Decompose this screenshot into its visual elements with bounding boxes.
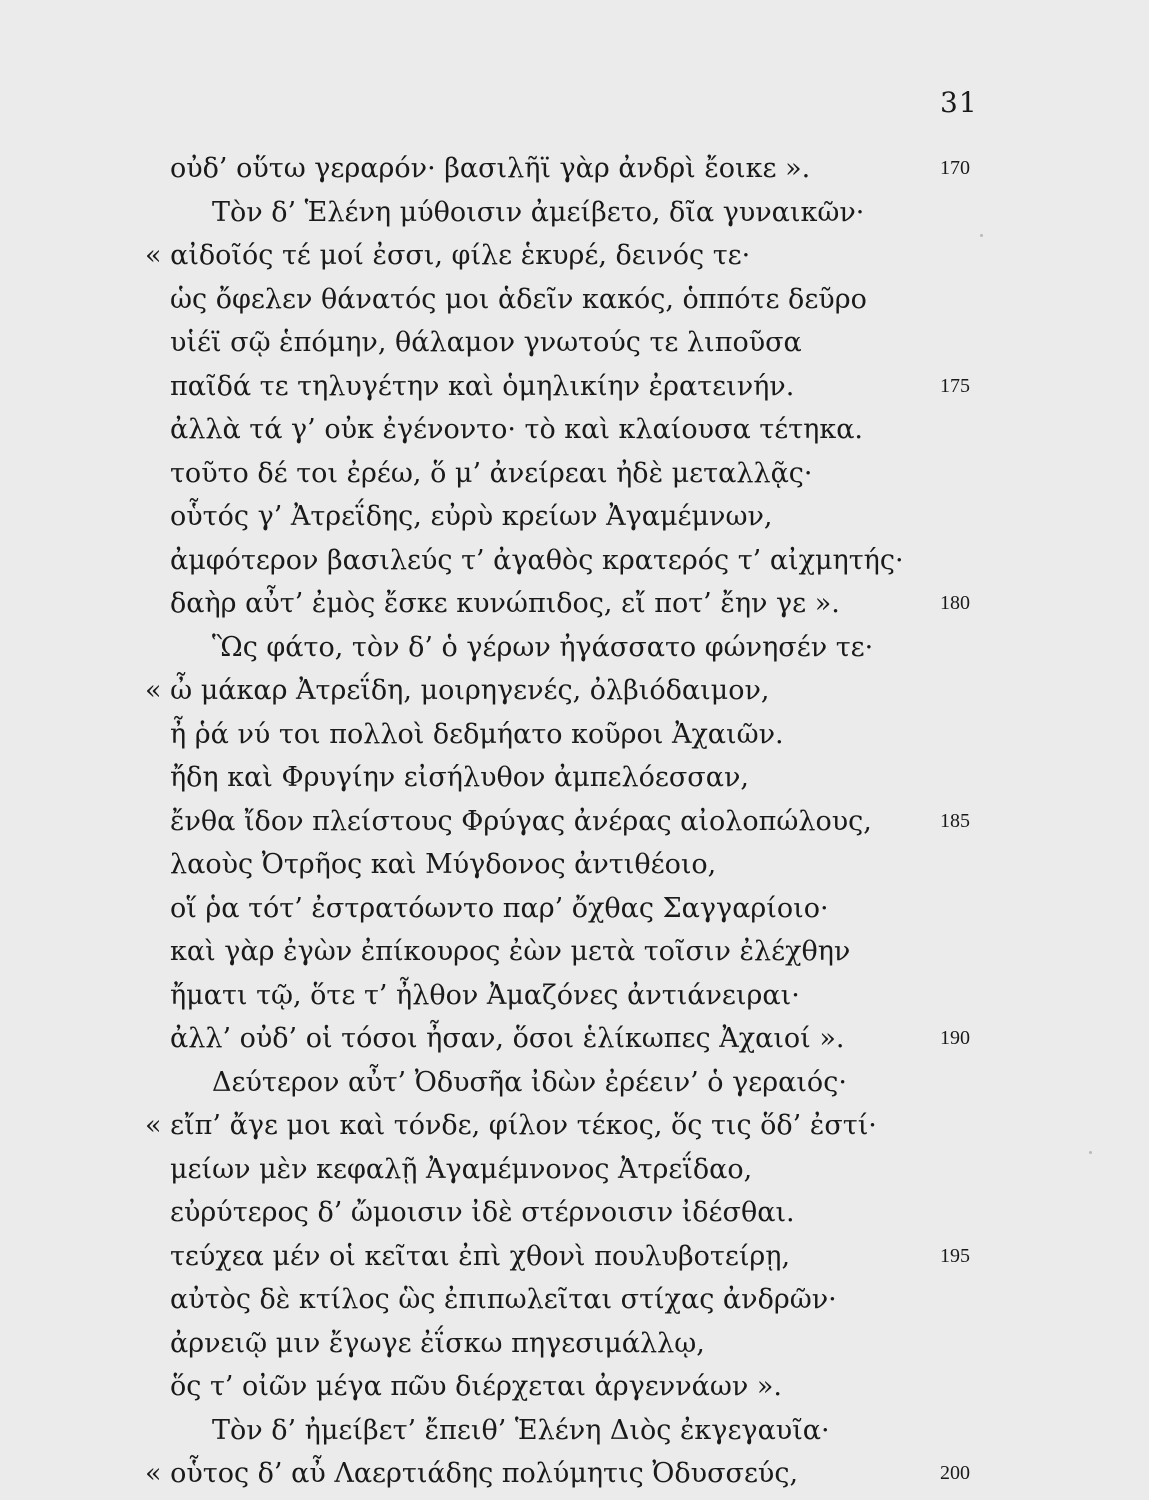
verse-line bbox=[0, 234, 1149, 278]
verse-text: ἤδη καὶ Φρυγίην εἰσήλυθον ἀμπελόεσσαν, bbox=[170, 762, 749, 793]
verse-text: τεύχεα μέν οἱ κεῖται ἐπὶ χθονὶ πουλυβοτείρῃ, bbox=[170, 1240, 791, 1272]
verse-text: « ὦ μάκαρ Ἀτρεΐδη, μοιρηγενές, ὀλβιόδαιμον, bbox=[145, 675, 770, 706]
verse-line bbox=[0, 539, 1149, 583]
line-number: 200 bbox=[940, 1462, 970, 1484]
page-number: 31 bbox=[940, 86, 978, 119]
verse-line bbox=[0, 1191, 1149, 1235]
verse-text: ἀλλ’ οὐδ’ οἱ τόσοι ἦσαν, ὅσοι ἑλίκωπες Ἀχαιοί ». bbox=[170, 1023, 845, 1054]
line-number: 175 bbox=[940, 374, 970, 397]
verse-line bbox=[0, 1104, 1149, 1148]
verse-line bbox=[0, 365, 1149, 409]
verse-text: τοῦτο δέ τοι ἐρέω, ὅ μ’ ἀνείρεαι ἠδὲ μεταλλᾷς· bbox=[170, 457, 813, 489]
verse-line bbox=[0, 582, 1149, 626]
verse-text: ὡς ὄφελεν θάνατός μοι ἁδεῖν κακός, ὁππότε δεῦρο bbox=[170, 283, 867, 315]
verse-line bbox=[0, 1365, 1149, 1409]
verse-line bbox=[0, 887, 1149, 931]
verse-line bbox=[0, 191, 1149, 235]
verse-text: Τὸν δ’ Ἑλένη μύθοισιν ἀμείβετο, δῖα γυναικῶν· bbox=[212, 196, 865, 228]
verse-line bbox=[0, 278, 1149, 322]
verse-line bbox=[0, 1235, 1149, 1279]
verse-line bbox=[0, 626, 1149, 670]
verse-text: μείων μὲν κεφαλῇ Ἀγαμέμνονος Ἀτρεΐδαο, bbox=[170, 1153, 753, 1185]
verse-text: ἀμφότερον βασιλεύς τ’ ἀγαθὸς κρατερός τ’ αἰχμητής· bbox=[170, 544, 904, 576]
verse-line bbox=[0, 1278, 1149, 1322]
verse-line bbox=[0, 321, 1149, 365]
verse-line bbox=[0, 1409, 1149, 1453]
verse-line bbox=[0, 1061, 1149, 1105]
verse-text: « αἰδοῖός τέ μοί ἐσσι, φίλε ἑκυρέ, δεινός τε· bbox=[145, 240, 751, 271]
verse-text: αὐτὸς δὲ κτίλος ὣς ἐπιπωλεῖται στίχας ἀνδρῶν· bbox=[170, 1284, 837, 1315]
verse-text: οὐδ’ οὕτω γεραρόν· βασιλῆϊ γὰρ ἀνδρὶ ἔοικε ». bbox=[170, 153, 811, 184]
paper-speck bbox=[1089, 1151, 1092, 1154]
verse-text: ἤματι τῷ, ὅτε τ’ ἦλθον Ἀμαζόνες ἀντιάνειραι· bbox=[170, 979, 800, 1011]
verse-line bbox=[0, 930, 1149, 974]
verse-line bbox=[0, 669, 1149, 713]
line-number: 185 bbox=[940, 809, 970, 832]
verse-text: εὐρύτερος δ’ ὤμοισιν ἰδὲ στέρνοισιν ἰδέσθαι. bbox=[170, 1197, 795, 1228]
verse-text: δαὴρ αὖτ’ ἐμὸς ἔσκε κυνώπιδος, εἴ ποτ’ ἔην γε ». bbox=[170, 588, 840, 619]
verse-line bbox=[0, 843, 1149, 887]
verse-text: οὗτός γ’ Ἀτρεΐδης, εὐρὺ κρείων Ἀγαμέμνων, bbox=[170, 501, 773, 532]
verse-text: Ὣς φάτο, τὸν δ’ ὁ γέρων ἠγάσσατο φώνησέν τε· bbox=[212, 631, 874, 663]
verse-line bbox=[0, 756, 1149, 800]
verse-text: υἱέϊ σῷ ἑπόμην, θάλαμον γνωτούς τε λιποῦσα bbox=[170, 327, 802, 358]
poem-text bbox=[0, 147, 1149, 1496]
verse-text: καὶ γὰρ ἐγὼν ἐπίκουρος ἐὼν μετὰ τοῖσιν ἐλέχθην bbox=[170, 936, 851, 967]
line-number: 180 bbox=[940, 592, 970, 614]
verse-text: οἵ ῥα τότ’ ἐστρατόωντο παρ’ ὄχθας Σαγγαρίοιο· bbox=[170, 892, 829, 924]
verse-text: ἀλλὰ τά γ’ οὐκ ἐγένοντο· τὸ καὶ κλαίουσα τέτηκα. bbox=[170, 414, 864, 445]
verse-text: « εἴπ’ ἄγε μοι καὶ τόνδε, φίλον τέκος, ὅς τις ὅδ’ ἐστί· bbox=[145, 1110, 877, 1141]
verse-line bbox=[0, 495, 1149, 539]
verse-line bbox=[0, 452, 1149, 496]
verse-line bbox=[0, 1322, 1149, 1366]
paper-speck bbox=[980, 234, 983, 237]
line-number: 170 bbox=[940, 157, 970, 179]
verse-text: ἀρνειῷ μιν ἔγωγε ἐΐσκω πηγεσιμάλλῳ, bbox=[170, 1327, 705, 1359]
verse-line bbox=[0, 800, 1149, 844]
line-number: 190 bbox=[940, 1027, 970, 1049]
verse-line bbox=[0, 1017, 1149, 1061]
verse-line bbox=[0, 1148, 1149, 1192]
verse-text: ὅς τ’ οἰῶν μέγα πῶυ διέρχεται ἀργεννάων ». bbox=[170, 1371, 782, 1402]
verse-text: Δεύτερον αὖτ’ Ὀδυσῆα ἰδὼν ἐρέειν’ ὁ γεραιός· bbox=[212, 1066, 847, 1098]
verse-text: ἦ ῥά νύ τοι πολλοὶ δεδμήατο κοῦροι Ἀχαιῶν. bbox=[170, 718, 784, 750]
verse-line bbox=[0, 147, 1149, 191]
verse-line bbox=[0, 974, 1149, 1018]
verse-line bbox=[0, 408, 1149, 452]
verse-text: ἔνθα ἴδον πλείστους Φρύγας ἀνέρας αἰολοπώλους, bbox=[170, 805, 872, 837]
verse-line bbox=[0, 713, 1149, 757]
verse-text: παῖδά τε τηλυγέτην καὶ ὁμηλικίην ἐρατεινήν. bbox=[170, 370, 795, 402]
verse-text: « οὗτος δ’ αὖ Λαερτιάδης πολύμητις Ὀδυσσεύς, bbox=[145, 1458, 799, 1489]
verse-text: Τὸν δ’ ἠμείβετ’ ἔπειθ’ Ἑλένη Διὸς ἐκγεγαυῖα· bbox=[212, 1414, 830, 1446]
verse-line bbox=[0, 1452, 1149, 1496]
line-number: 195 bbox=[940, 1244, 970, 1267]
verse-text: λαοὺς Ὀτρῆος καὶ Μύγδονος ἀντιθέοιο, bbox=[170, 849, 717, 880]
